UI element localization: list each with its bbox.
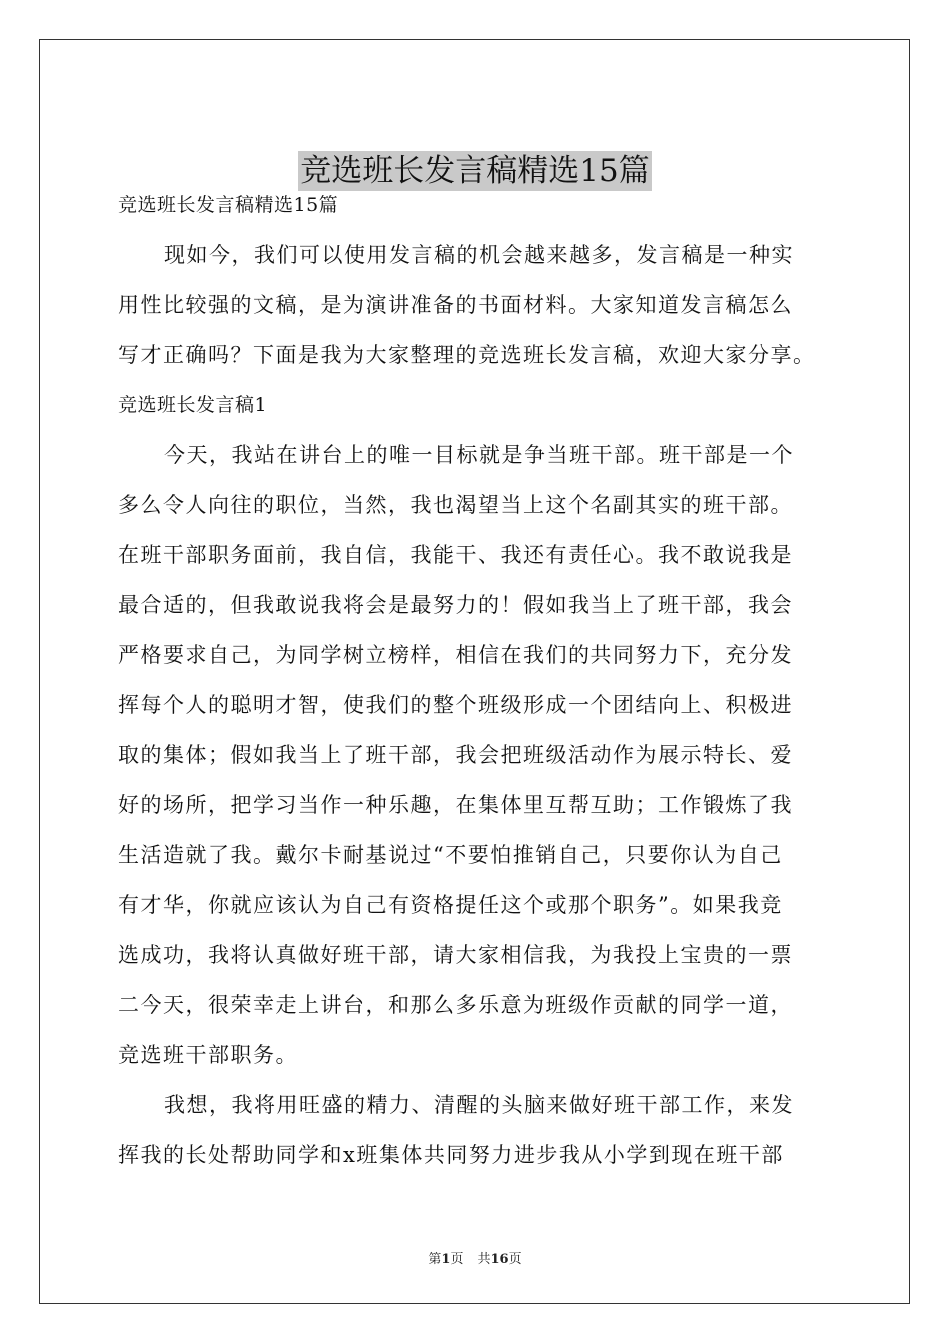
text-line: 现如今，我们可以使用发言稿的机会越来越多，发言稿是一种实	[164, 243, 794, 267]
total-suffix: 页	[508, 1252, 522, 1267]
page-prefix: 第	[428, 1252, 442, 1267]
text-line: 用性比较强的文稿，是为演讲准备的书面材料。大家知道发言稿怎么	[118, 293, 793, 317]
text-line: 有才华，你就应该认为自己有资格提任这个或那个职务”。如果我竞	[118, 893, 783, 917]
text-line: 二今天，很荣幸走上讲台，和那么多乐意为班级作贡献的同学一道，	[118, 993, 793, 1017]
text-line: 今天，我站在讲台上的唯一目标就是争当班干部。班干部是一个	[164, 443, 794, 467]
text-line: 我想，我将用旺盛的精力、清醒的头脑来做好班干部工作，来发	[164, 1093, 794, 1117]
page-number: 1	[441, 1252, 451, 1267]
total-prefix: 共	[477, 1252, 491, 1267]
text-line: 挥我的长处帮助同学和x班集体共同努力进步我从小学到现在班干部	[118, 1143, 784, 1167]
text-line: 选成功，我将认真做好班干部，请大家相信我，为我投上宝贵的一票	[118, 943, 793, 967]
section-heading: 竞选班长发言稿精选15篇	[118, 194, 339, 216]
page-suffix: 页	[450, 1252, 464, 1267]
text-line: 在班干部职务面前，我自信，我能干、我还有责任心。我不敢说我是	[118, 543, 793, 567]
text-line: 多么令人向往的职位，当然，我也渴望当上这个名副其实的班干部。	[118, 493, 793, 517]
total-pages: 16	[490, 1252, 509, 1267]
section-heading: 竞选班长发言稿1	[118, 394, 268, 416]
text-line: 好的场所，把学习当作一种乐趣，在集体里互帮互助；工作锻炼了我	[118, 793, 793, 817]
text-line: 严格要求自己，为同学树立榜样，相信在我们的共同努力下，充分发	[118, 643, 793, 667]
text-line: 写才正确吗？下面是我为大家整理的竞选班长发言稿，欢迎大家分享。	[118, 343, 816, 367]
text-line: 最合适的，但我敢说我将会是最努力的！假如我当上了班干部，我会	[118, 593, 793, 617]
text-line: 挥每个人的聪明才智，使我们的整个班级形成一个团结向上、积极进	[118, 693, 793, 717]
document-title: 竞选班长发言稿精选15篇	[300, 152, 650, 189]
text-line: 生活造就了我。戴尔卡耐基说过“不要怕推销自己，只要你认为自己	[118, 843, 783, 867]
document-body	[118, 180, 838, 1180]
text-line: 竞选班干部职务。	[118, 1043, 298, 1067]
text-line: 取的集体；假如我当上了班干部，我会把班级活动作为展示特长、爱	[118, 743, 793, 767]
page-footer	[0, 1248, 950, 1267]
